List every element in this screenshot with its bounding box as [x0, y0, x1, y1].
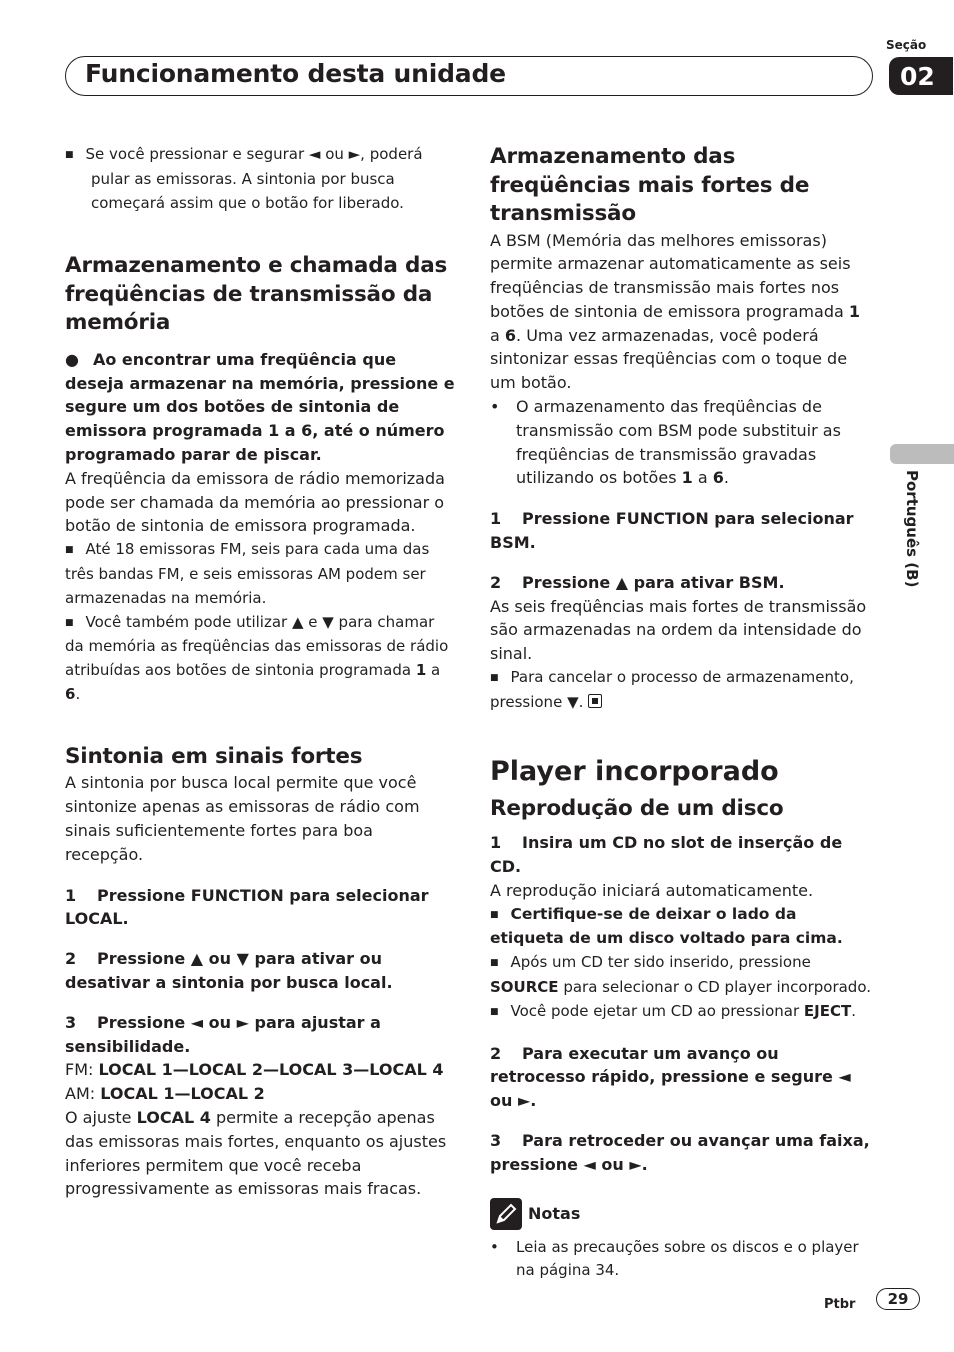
- local-heading: Sintonia em sinais fortes: [65, 743, 363, 769]
- intro-note: ■ Se você pressionar e segurar ◄ ou ►, poderá pular as emissoras. A sintonia por busca começará assim que o botão for liberado.: [65, 143, 455, 215]
- memory-note-2: ■ Você também pode utilizar ▲ e ▼ para chamar da memória as freqüências das emissoras de rádio atribuídas aos botões de sintonia programada 1 a 6.: [65, 611, 455, 707]
- player-note-1: ■ Após um CD ter sido inserido, pressione SOURCE para selecionar o CD player incorporado.: [490, 951, 874, 1000]
- player-heading: Player incorporado: [490, 755, 779, 787]
- right-column: [490, 143, 874, 1283]
- bsm-bullet: • O armazenamento das freqüências de transmissão com BSM pode substituir as freqüências de transmissão gravadas utilizando os botões 1 a 6.: [490, 397, 841, 488]
- player-note-2: ■ Você pode ejetar um CD ao pressionar EJECT.: [490, 1000, 874, 1025]
- language-tab-label: Português (B): [903, 470, 921, 588]
- section-number-badge: 02: [889, 57, 953, 95]
- notes-header: Notas: [490, 1198, 874, 1230]
- bsm-step-1: 1 Pressione FUNCTION para selecionar BSM.: [490, 509, 854, 553]
- left-column: [65, 143, 455, 1201]
- local-fm-values: FM: LOCAL 1—LOCAL 2—LOCAL 3—LOCAL 4: [65, 1060, 444, 1080]
- local-am-values: AM: LOCAL 1—LOCAL 2: [65, 1084, 265, 1104]
- bsm-heading: Armazenamento das freqüências mais fortes de transmissão: [490, 144, 810, 226]
- end-mark-icon: [588, 694, 602, 708]
- memory-instruction: ● Ao encontrar uma freqüência que deseja armazenar na memória, pressione e segure um dos botões de sintonia de emissora programada 1 a 6, até o número programado parar de piscar.: [65, 349, 455, 465]
- memory-heading: Armazenamento e chamada das freqüências de transmissão da memória: [65, 253, 448, 336]
- memory-note-1: ■ Até 18 emissoras FM, seis para cada uma das três bandas FM, e seis emissoras AM podem ser armazenadas na memória.: [65, 538, 455, 610]
- pencil-icon: [490, 1198, 522, 1230]
- player-step-2: 2 Para executar um avanço ou retrocesso rápido, pressione e segure ◄ ou ►.: [490, 1043, 851, 1111]
- player-step-1-body: A reprodução iniciará automaticamente.: [490, 880, 814, 900]
- bsm-step-2: 2 Pressione ▲ para ativar BSM.: [490, 572, 785, 592]
- memory-body: A freqüência da emissora de rádio memorizada pode ser chamada da memória ao pressionar o botão de sintonia de emissora programada.: [65, 468, 445, 536]
- language-code: Ptbr: [824, 1297, 856, 1312]
- local-step-3: 3 Pressione ◄ ou ► para ajustar a sensibilidade.: [65, 1012, 381, 1056]
- player-subheading: Reprodução de um disco: [490, 795, 784, 821]
- section-label: Seção: [886, 38, 927, 52]
- bullet-dot-icon: ●: [65, 349, 79, 369]
- page-title: Funcionamento desta unidade: [85, 59, 506, 88]
- player-step-3: 3 Para retroceder ou avançar uma faixa, pressione ◄ ou ►.: [490, 1130, 870, 1174]
- local-step-2: 2 Pressione ▲ ou ▼ para ativar ou desativar a sintonia por busca local.: [65, 949, 393, 992]
- player-step-1: 1 Insira um CD no slot de inserção de CD.: [490, 833, 843, 876]
- bsm-cancel-note: ■ Para cancelar o processo de armazenamento, pressione ▼.: [490, 666, 874, 715]
- local-adjust-text: O ajuste LOCAL 4 permite a recepção apenas das emissoras mais fortes, enquanto os ajustes inferiores permitem que você receba progressivamente as emissoras mais fracas.: [65, 1107, 447, 1199]
- local-body: A sintonia por busca local permite que você sintonize apenas as emissoras de rádio com sinais suficientemente fortes para boa recepção.: [65, 773, 420, 864]
- page-number: 29: [876, 1288, 920, 1310]
- bsm-step-2-body: As seis freqüências mais fortes de transmissão são armazenadas na ordem da intensidade do sinal.: [490, 596, 867, 664]
- language-tab-marker: [890, 444, 954, 464]
- player-warning: ■ Certifique-se de deixar o lado da etiqueta de um disco voltado para cima.: [490, 903, 874, 952]
- notes-item: • Leia as precauções sobre os discos e o player na página 34.: [490, 1237, 859, 1280]
- bsm-body: A BSM (Memória das melhores emissoras) permite armazenar automaticamente as seis freqüências de transmissão mais fortes nos botões de sintonia de emissora programada 1 a 6. Uma vez armazenadas, você poderá sintonizar essas freqüências com o toque de um botão.: [490, 230, 860, 393]
- local-step-1: 1 Pressione FUNCTION para selecionar LOCAL.: [65, 885, 429, 929]
